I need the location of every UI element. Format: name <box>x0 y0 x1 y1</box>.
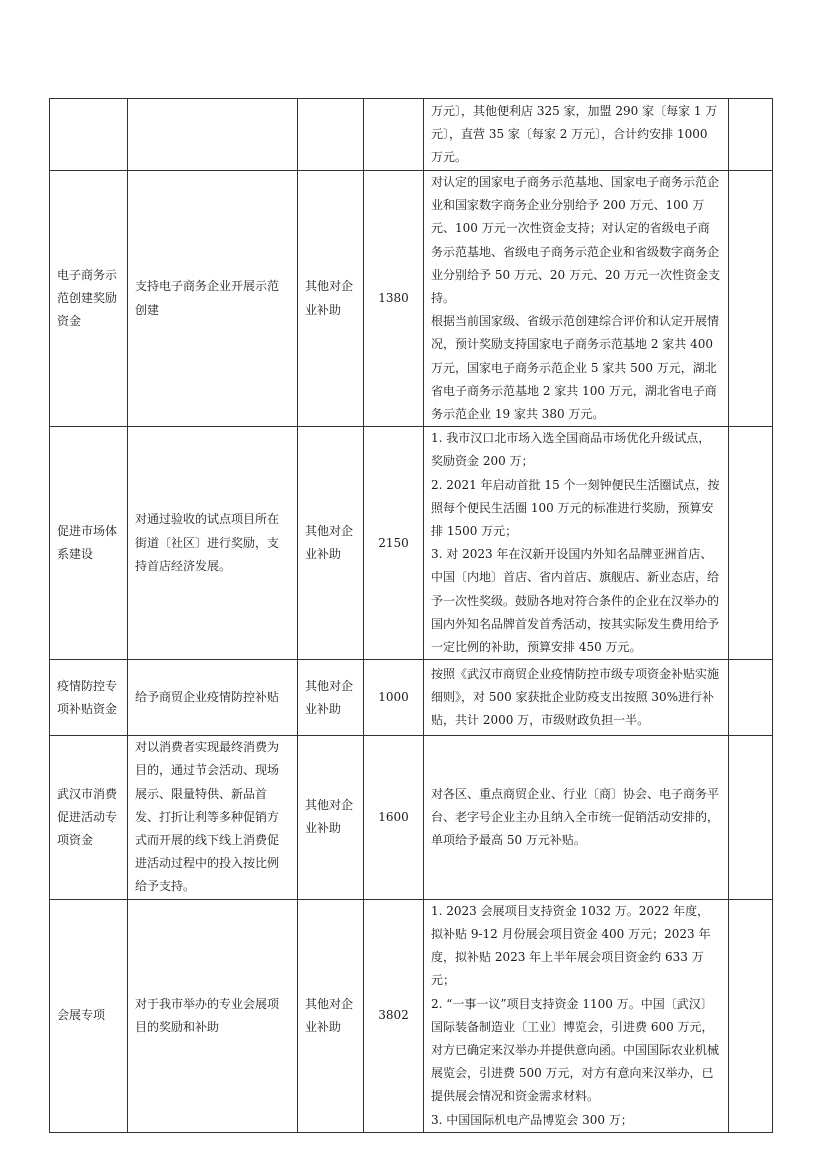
item-amount-cell: 2150 <box>364 427 424 660</box>
item-type-cell: 其他对企业补助 <box>298 736 364 899</box>
detail-paragraph: 根据当前国家级、省级示范创建综合评价和认定开展情况，预计奖励支持国家电子商务示范基地 2 家共 400 万元，国家电子商务示范企业 5 家共 500 万元，湖北省电子商务示范基地 2 家共 100 万元，湖北省电子商务示范企业 19 家共 380 万元。 <box>431 314 720 422</box>
table-row <box>50 427 773 660</box>
item-content-cell: 对于我市举办的专业会展项目的奖励和补助 <box>128 899 298 1132</box>
item-note-cell <box>729 171 773 427</box>
item-name-cell <box>50 99 128 171</box>
detail-paragraph: 1. 2023 会展项目支持资金 1032 万。2022 年度，拟补贴 9-12 月份展会项目资金 400 万元；2023 年度，拟补贴 2023 年上半年展会项目资金约 633 万元； <box>431 903 711 988</box>
item-type-cell: 其他对企业补助 <box>298 660 364 736</box>
item-type-cell: 其他对企业补助 <box>298 427 364 660</box>
item-amount-cell: 1380 <box>364 171 424 427</box>
item-name-cell: 武汉市消费促进活动专项资金 <box>50 736 128 899</box>
item-type-cell <box>298 99 364 171</box>
item-note-cell <box>729 427 773 660</box>
item-name-cell: 疫情防控专项补贴资金 <box>50 660 128 736</box>
item-name-cell: 促进市场体系建设 <box>50 427 128 660</box>
item-content-cell: 给予商贸企业疫情防控补贴 <box>128 660 298 736</box>
item-detail-cell <box>424 427 729 660</box>
item-type-cell: 其他对企业补助 <box>298 171 364 427</box>
item-note-cell <box>729 736 773 899</box>
detail-paragraph: 对各区、重点商贸企业、行业〔商〕协会、电子商务平台、老字号企业主办且纳入全市统一促销活动安排的，单项给予最高 50 万元补贴。 <box>431 786 720 848</box>
item-content-cell: 对通过验收的试点项目所在街道〔社区〕进行奖励，支持首店经济发展。 <box>128 427 298 660</box>
item-detail-cell <box>424 899 729 1132</box>
detail-paragraph: 按照《武汉市商贸企业疫情防控市级专项资金补贴实施细则》，对 500 家获批企业防疫支出按照 30%进行补贴，共计 2000 万，市级财政负担一半。 <box>431 666 720 728</box>
detail-paragraph: 2. 2021 年启动首批 15 个一刻钟便民生活圈试点，按照每个便民生活圈 100 万元的标准进行奖励，预算安排 1500 万元； <box>431 477 720 539</box>
item-amount-cell: 3802 <box>364 899 424 1132</box>
item-amount-cell: 1600 <box>364 736 424 899</box>
item-note-cell <box>729 99 773 171</box>
item-note-cell <box>729 899 773 1132</box>
table-row <box>50 660 773 736</box>
item-amount-cell: 1000 <box>364 660 424 736</box>
item-detail-cell <box>424 99 729 171</box>
detail-paragraph: 万元〕，其他便利店 325 家，加盟 290 家〔每家 1 万元〕，直营 35 家〔每家 2 万元〕，合计约安排 1000 万元。 <box>431 103 718 165</box>
table-row <box>50 171 773 427</box>
item-name-cell: 会展专项 <box>50 899 128 1132</box>
detail-paragraph: 3. 对 2023 年在汉新开设国内外知名品牌亚洲首店、中国〔内地〕首店、省内首店、旗舰店、新业态店，给予一次性奖级。鼓励各地对符合条件的企业在汉举办的国内外知名品牌首发首秀活动，按其实际发生费用给予一定比例的补助，预算安排 450 万元。 <box>431 547 720 655</box>
item-detail-cell <box>424 736 729 899</box>
item-name-cell: 电子商务示范创建奖励资金 <box>50 171 128 427</box>
item-detail-cell <box>424 660 729 736</box>
table-row <box>50 736 773 899</box>
detail-paragraph: 对认定的国家电子商务示范基地、国家电子商务示范企业和国家数字商务企业分别给予 200 万元、100 万元、100 万元一次性资金支持；对认定的省级电子商务示范基地、省级电子商务示范企业和省级数字商务企业分别给予 50 万元、20 万元、20 万元一次性资金支持。 <box>431 175 721 306</box>
budget-table <box>49 98 773 1133</box>
item-detail-cell <box>424 171 729 427</box>
table-row <box>50 899 773 1132</box>
detail-paragraph: 1. 我市汉口北市场入选全国商品市场优化升级试点，奖励资金 200 万； <box>431 431 711 469</box>
item-note-cell <box>729 660 773 736</box>
item-content-cell <box>128 99 298 171</box>
item-content-cell: 支持电子商务企业开展示范创建 <box>128 171 298 427</box>
item-type-cell: 其他对企业补助 <box>298 899 364 1132</box>
detail-paragraph: 3. 中国国际机电产品博览会 300 万； <box>431 1112 633 1127</box>
item-content-cell: 对以消费者实现最终消费为目的，通过节会活动、现场展示、限量特供、新品首发、打折让利等多种促销方式而开展的线下线上消费促进活动过程中的投入按比例给予支持。 <box>128 736 298 899</box>
item-amount-cell <box>364 99 424 171</box>
table-row <box>50 99 773 171</box>
detail-paragraph: 2. “一事一议”项目支持资金 1100 万。中国〔武汉〕国际装备制造业〔工业〕博览会，引进费 600 万元，对方已确定来汉举办并提供意向函。中国国际农业机械展览会，引进费 500 万元，对方有意向来汉举办，已提供展会情况和资金需求材料。 <box>431 996 720 1104</box>
